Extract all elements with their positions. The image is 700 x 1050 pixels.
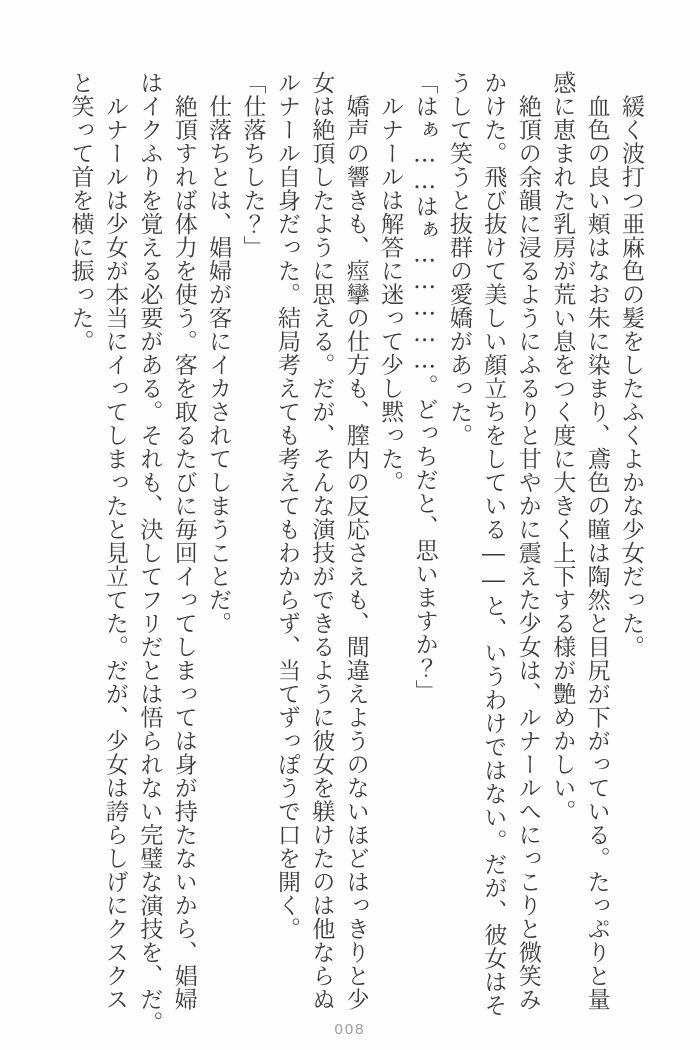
text-line: ルナール自身だった。結局考えても考えてもわからず、当てずっぽうで口を開く。: [273, 71, 300, 941]
text-line: かけた。飛び抜けて美しい顔立ちをしている――と、いうわけではない。だが、彼女はそ: [480, 71, 507, 1017]
text-line: はイクふりを覚える必要がある。それも、決してフリだとは悟られない完璧な演技を、だ。: [136, 71, 163, 1035]
text-line: 女は絶頂したように思える。だが、そんな演技ができるように彼女を躾けたのは他ならぬ: [308, 71, 335, 1011]
text-line: 感に恵まれた乳房が荒い息をつく度に大きく上下する様が艶めかしい。: [549, 71, 576, 823]
text-line: と笑って首を横に振った。: [67, 71, 94, 353]
dialogue-line: 「仕落ちした？」: [239, 71, 266, 259]
text-line: うして笑うと抜群の愛嬌があった。: [445, 71, 472, 447]
dialogue-line: 「はぁ……はぁ……………。どっちだと、思いますか？」: [411, 71, 438, 703]
text-line: 仕落ちとは、娼婦が客にイカされてしまうことだ。: [205, 71, 232, 635]
text-line: 血色の良い頬はなお朱に染まり、鳶色の瞳は陶然と目尻が下がっている。たっぷりと量: [583, 71, 610, 1011]
text-line: 絶頂すれば体力を使う。客を取るたびに毎回イってしまっては身が持たないから、娼婦: [170, 71, 197, 1011]
text-line: ルナールは解答に迷って少し黙った。: [377, 71, 404, 494]
text-line: 緩く波打つ亜麻色の髪をしたふくよかな少女だった。: [618, 71, 644, 659]
text-line: 絶頂の余韻に浸るようにふるりと甘やかに震えた少女は、ルナールへにっこりと微笑み: [514, 71, 541, 1011]
text-line: ルナールは少女が本当にイってしまったと見立てた。だが、少女は誇らしげにクスクス: [101, 71, 128, 1011]
page-number: 008: [334, 1021, 366, 1038]
text-line: 嬌声の響きも、痙攣の仕方も、膣内の反応さえも、間違えようのないほどはっきりと少: [342, 71, 369, 1011]
